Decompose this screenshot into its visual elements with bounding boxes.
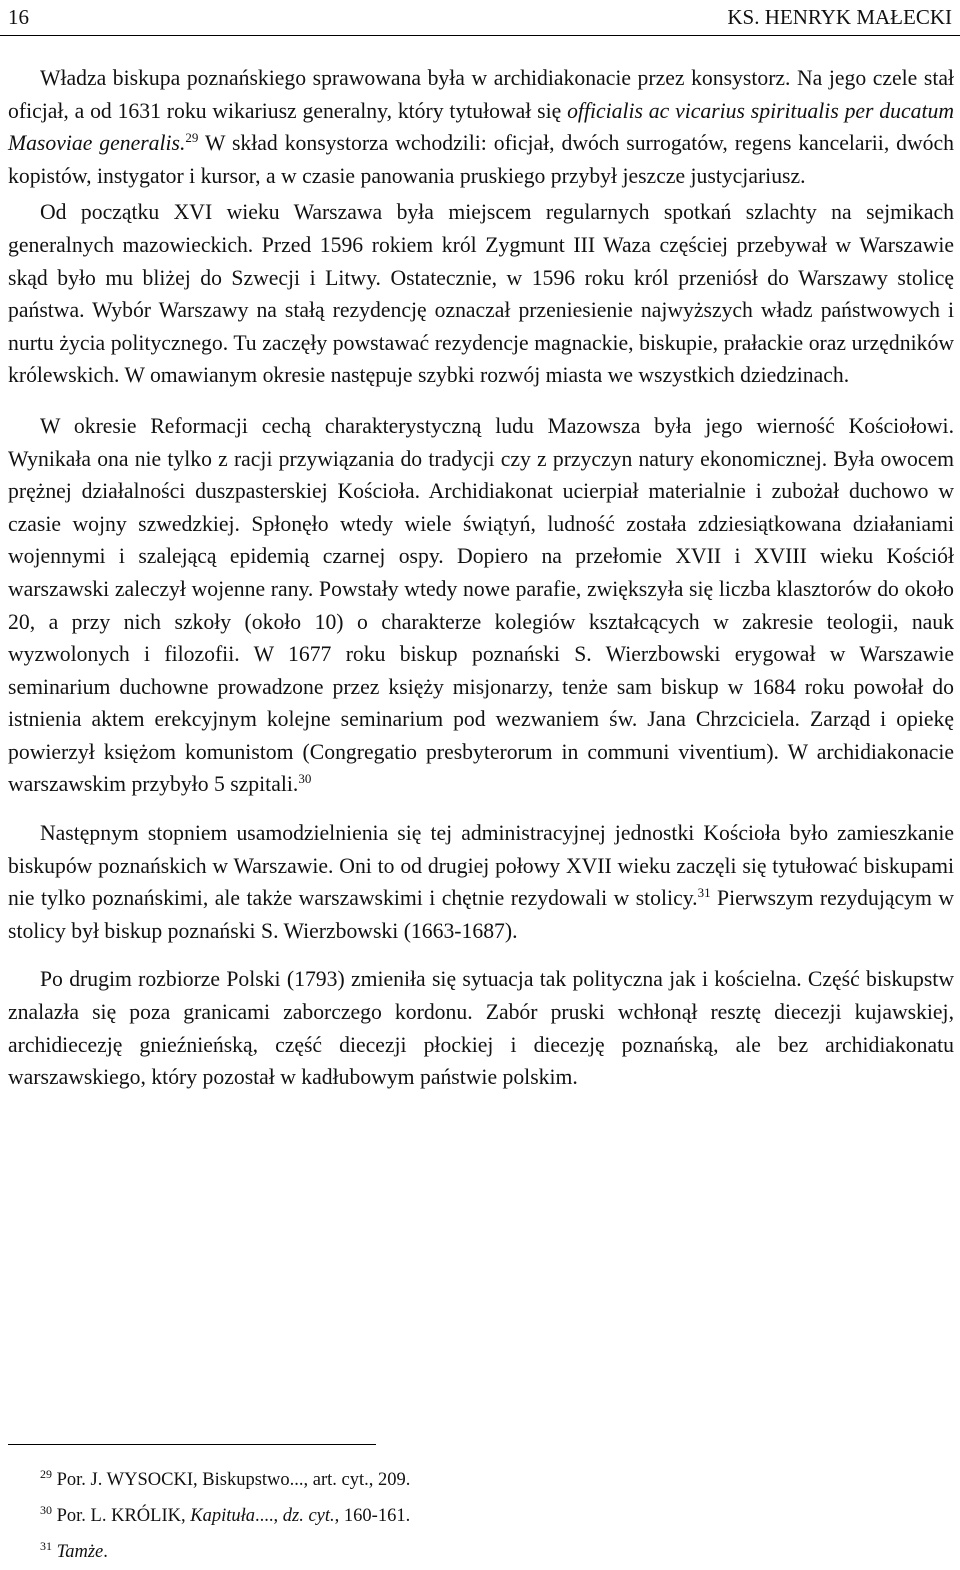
paragraph-consistory: Władza biskupa poznańskiego sprawowana była w archidiakonacie przez konsystorz. Na jego czele stał oficjał, a od 1631 roku wikariusz generalny, który tytułował się officialis ac vicarius spiritualis per ducatum Masoviae generalis.$^{29}$ W skład konsystorza wchodzili: oficjał, dwóch surrogatów, regens kancelarii, dwóch kopistów, instygator i kursor, a w czasie panowania pruskiego przybył jeszcze justycjariusz. <box>8 66 955 188</box>
footnote-29: $^{29}$ Por. J. WYSOCKI, Biskupstwo..., art. cyt., 209. <box>40 1466 411 1490</box>
page-number: 16 <box>8 5 29 29</box>
footnote-ref-30[interactable]: 30 <box>298 771 312 787</box>
header-rule <box>0 35 960 36</box>
running-head: KS. HENRYK MAŁECKI <box>727 5 952 29</box>
main-text <box>8 62 954 1112</box>
paragraph-reformation: W okresie Reformacji cechą charakterystyczną ludu Mazowsza była jego wierność Kościołowi. Wynikała ona nie tylko z racji przywiązania do tradycji czy z przyczyn natury ekonomicznej. Była owocem prężnej działalności duszpasterskiej Kościoła. Archidiakonat ucierpiał materialnie i zubożał duchowo w czasie wojny szwedzkiej. Spłonęło wtedy wiele świątyń, ludność została zdziesiątkowana działaniami wojennymi i szalejącą epidemią czarnej ospy. Dopiero na przełomie XVII i XVIII wieku Kościół warszawski zaleczył wojenne rany. Powstały wtedy nowe parafie, zwiększyła się liczba klasztorów do około 20, a przy nich szkoły (około 10) o charakterze kolegiów kształcących w zakresie teologii, nauk wyzwolonych i filozofii. W 1677 roku biskup poznański S. Wierzbowski erygował w Warszawie seminarium duchowne prowadzone przez księży misjonarzy, tenże sam biskup w 1684 roku powołał do istnienia aktem erekcyjnym kolejne seminarium pod wezwaniem św. Jana Chrzciciela. Zarząd i opiekę powierzył księżom komunistom (Congregatio presbyterorum in communi viventium). W archidiakonacie warszawskim przybyło 5 szpitali.$^{30}$ <box>8 413 954 797</box>
footnote-ref-31[interactable]: 31 <box>697 885 711 901</box>
footnote-31: $^{31}$ Tamże. <box>40 1538 108 1562</box>
footnote-ref-29[interactable]: 29 <box>185 129 199 145</box>
footnote-30: $^{30}$ Por. L. KRÓLIK, Kapituła...., dz. cyt., 160-161. <box>40 1502 411 1526</box>
latin-title: officialis ac vicarius spiritualis per ducatum Masoviae generalis. <box>8 98 954 156</box>
footnotes <box>40 1462 940 1570</box>
footnote-rule <box>8 1444 376 1445</box>
paragraph-bishops: Następnym stopniem usamodzielnienia się tej administracyjnej jednostki Kościoła było zamieszkanie biskupów poznańskich w Warszawie. Oni to od drugiej połowy XVII wieku zaczęli się tytułować biskupami nie tylko poznańskimi, ale także warszawskimi i chętnie rezydowali w stolicy.$^{31}$ Pierwszym rezydującym w stolicy był biskup poznański S. Wierzbowski (1663-1687). <box>8 821 954 943</box>
page-header <box>8 2 952 32</box>
paragraph-warsaw: Od początku XVI wieku Warszawa była miejscem regularnych spotkań szlachty na sejmikach generalnych mazowieckich. Przed 1596 rokiem król Zygmunt III Waza częściej przebywał w Warszawie skąd było mu bliżej do Szwecji i Litwy. Ostatecznie, w 1596 roku król przeniósł do Warszawy stolicę państwa. Wybór Warszawy na stałą rezydencję oznaczał przeniesienie najwyższych władz państwowych i nurtu życia politycznego. Tu zaczęły powstawać rezydencje magnackie, biskupie, prałackie oraz urzędników królewskich. W omawianym okresie następuje szybki rozwój miasta we wszystkich dziedzinach. <box>8 200 954 388</box>
paragraph-partition: Po drugim rozbiorze Polski (1793) zmieniła się sytuacja tak polityczna jak i kościelna. Część biskupstw znalazła się poza granicami zaborczego kordonu. Zabór pruski wchłonął resztę diecezji kujawskiej, archidiecezję gnieźnieńską, część diecezji płockiej i diecezję poznańską, ale bez archidiakonatu warszawskiego, który pozostał w kadłubowym państwie polskim. <box>8 967 954 1090</box>
